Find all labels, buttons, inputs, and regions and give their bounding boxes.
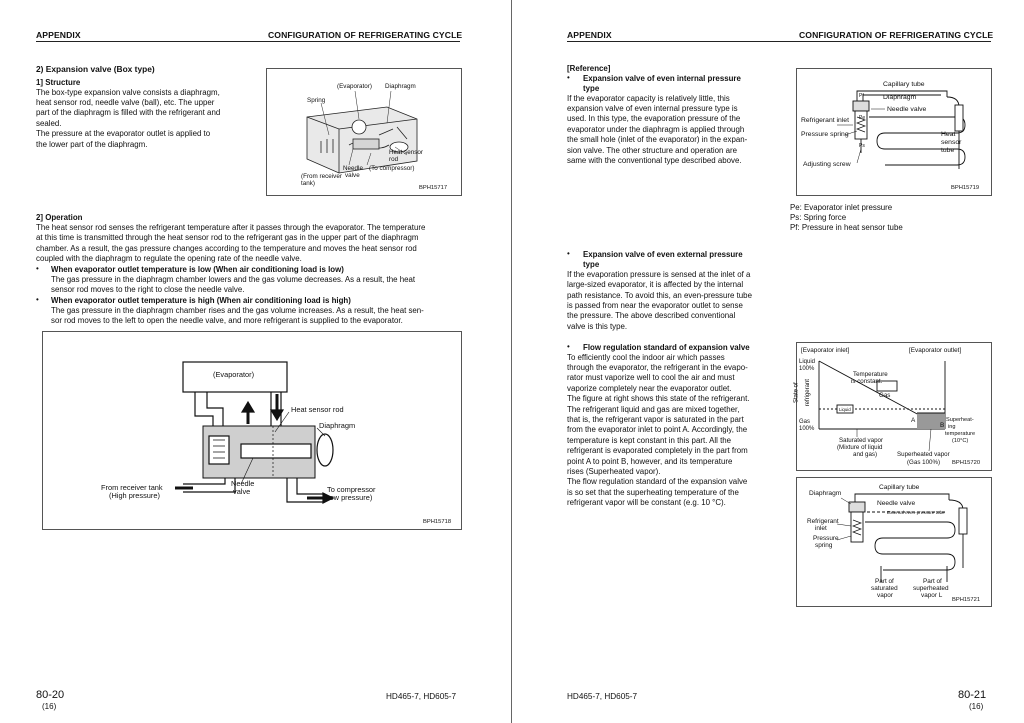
legend-pe: Pe: Evaporator inlet pressure xyxy=(790,203,893,212)
refrigerant-state-figure xyxy=(793,342,992,471)
fig2-heat-sensor-rod: Heat sensor rod xyxy=(291,405,344,414)
flow-line: The figure at right shows this state of the refrigerant. xyxy=(567,394,750,403)
bullet-dot: • xyxy=(567,342,570,351)
flow-line: temperature is kept constant in this part. All the xyxy=(567,436,732,445)
bullet-low-title: When evaporator outlet temperature is low (When air conditioning load is low) xyxy=(51,265,344,274)
internal-line: evaporator under the diaphragm is applied through xyxy=(567,125,745,134)
fig5-diaphragm: Diaphragm xyxy=(809,490,842,497)
external-title: Expansion valve of even external pressure xyxy=(583,250,743,259)
structure-line: The box-type expansion valve consists a diaphragm, xyxy=(36,88,220,97)
flow-line: rator must vaporize well to cool the air and must xyxy=(567,373,735,382)
fig2-high-pressure: (High pressure) xyxy=(109,491,160,500)
bullet-dot: • xyxy=(36,295,39,304)
flow-line: The flow regulation standard of the expansion valve xyxy=(567,477,748,486)
reference-label: [Reference] xyxy=(567,64,611,73)
fig1-label: (From receiver xyxy=(301,173,342,180)
fig1-label: rod xyxy=(389,156,399,163)
bullet-dot: • xyxy=(567,249,570,258)
flow-title: Flow regulation standard of expansion valve xyxy=(583,343,750,352)
header-appendix: APPENDIX xyxy=(36,30,81,40)
internal-line: used. In this type, the evaporation pressure of the xyxy=(567,114,741,123)
fig5-superheated-3: vapor L xyxy=(921,592,943,599)
fig3-pf: Pf xyxy=(859,93,864,99)
fig4-superheat-3: temperature xyxy=(945,431,976,437)
fig5-inlet-2: inlet xyxy=(815,525,827,532)
structure-line: part of the diaphragm is filled with the refrigerant and xyxy=(36,108,221,117)
fig3-heat-2: sensor xyxy=(941,139,962,146)
structure-line: heat sensor rod, needle valve (ball), etc. The upper xyxy=(36,98,215,107)
fig3-spring: Pressure spring xyxy=(801,131,849,138)
fig5-spring-2: spring xyxy=(815,542,833,549)
fig4-liquid: Liquid xyxy=(799,359,816,365)
fig3-diaphragm: Diaphragm xyxy=(883,94,917,101)
external-line: If the evaporation pressure is sensed at the inlet of a xyxy=(567,270,751,279)
internal-line: same with the conventional type described above. xyxy=(567,156,742,165)
fig3-capillary: Capillary tube xyxy=(883,81,925,88)
legend-ps: Ps: Spring force xyxy=(790,213,847,222)
fig1-label: Spring xyxy=(307,97,326,104)
refrigerant-state-chart xyxy=(797,343,991,470)
fig1-label: valve xyxy=(345,172,360,179)
fig4-saturated-2: (Mixture of liquid xyxy=(837,444,883,451)
fig5-superheated-2: superheated xyxy=(913,585,949,592)
fig3-ps: Ps xyxy=(859,143,865,149)
fig4-point-b: B xyxy=(940,422,945,429)
bullet-high-line: sor rod moves to the left to open the needle valve, and more refrigerant is supplied to the evaporator. xyxy=(51,316,403,325)
operation-line: The heat sensor rod senses the refrigerant temperature after it passes through the evaporator. The temperature xyxy=(36,223,426,232)
flow-line: To efficiently cool the indoor air which passes xyxy=(567,353,725,362)
page-sub: (16) xyxy=(42,702,57,711)
fig5-even-tube: External even-pressure tube xyxy=(887,510,945,515)
fig4-saturated-1: Saturated vapor xyxy=(839,437,884,444)
fig3-inlet: Refrigerant inlet xyxy=(801,117,849,124)
fig4-inlet: [Evaporator inlet] xyxy=(801,347,850,354)
fig2-needle: Needle xyxy=(231,479,255,488)
bullet-high-title: When evaporator outlet temperature is high (When air conditioning load is high) xyxy=(51,296,351,305)
internal-title: Expansion valve of even internal pressure xyxy=(583,74,741,83)
fig4-liquid-small: Liquid xyxy=(839,407,851,412)
structure-line: the lower part of the diaphragm. xyxy=(36,140,148,149)
fig4-superheated-1: Superheated vapor xyxy=(897,451,950,458)
fig2-evaporator: (Evaporator) xyxy=(213,370,255,379)
fig4-gas-100: Gas xyxy=(799,419,811,425)
fig1-label: Needle xyxy=(343,165,363,172)
flow-line: that is, the refrigerant vapor is saturated in the part xyxy=(567,415,744,424)
fig5-needle: Needle valve xyxy=(877,500,916,507)
flow-line: is so set that the superheating temperature of the xyxy=(567,488,739,497)
fig1-label: tank) xyxy=(301,180,315,187)
structure-title: 1] Structure xyxy=(36,78,81,87)
fig5-saturated-1: Part of xyxy=(875,578,894,585)
bullet-low-line: sensor rod moves to the right to close the needle valve. xyxy=(51,285,245,294)
figure-id: BPH15719 xyxy=(951,185,980,191)
header-title: CONFIGURATION OF REFRIGERATING CYCLE xyxy=(268,30,463,40)
fig3-heat-1: Heat xyxy=(941,131,956,138)
internal-line: sion valve. The other structure and operation are xyxy=(567,146,738,155)
valve-operation-figure xyxy=(42,331,462,530)
figure-id: BPH15717 xyxy=(419,185,448,191)
fig4-superheat-2: ing xyxy=(948,424,956,430)
header-rule xyxy=(36,41,460,42)
internal-line: If the evaporator capacity is relatively little, this xyxy=(567,94,730,103)
flow-line: from the evaporator inlet to point A. Accordingly, the xyxy=(567,425,748,434)
fig2-low-pressure: (Low pressure) xyxy=(323,493,373,502)
model-name: HD465-7, HD605-7 xyxy=(386,692,457,701)
external-line: large-sized evaporator, it is affected by the internal xyxy=(567,280,744,289)
flow-line: refrigerant vapor will be constant (e.g. 10 °C). xyxy=(567,498,726,507)
fig3-needle: Needle valve xyxy=(887,106,927,113)
fig4-outlet: [Evaporator outlet] xyxy=(909,347,962,354)
fig3-heat-3: tube xyxy=(941,147,955,154)
page-number: 80-20 xyxy=(36,689,65,701)
external-line: path resistance. To avoid this, an even-pressure tube xyxy=(567,291,752,300)
fig4-superheated-2: (Gas 100%) xyxy=(907,459,941,466)
fig4-100b: 100% xyxy=(799,426,815,432)
external-line: is passed from near the evaporator outlet to sense xyxy=(567,301,743,310)
flow-line: The refrigerant liquid and gas are mixed together, xyxy=(567,405,740,414)
section-title: 2) Expansion valve (Box type) xyxy=(36,64,155,74)
fig4-temp-2: is constant. xyxy=(851,378,883,385)
page-sub: (16) xyxy=(969,702,984,711)
right-page xyxy=(513,0,1024,723)
internal-title-2: type xyxy=(583,84,600,93)
operation-line: chamber. As a result, the gas pressure changes according to the temperature and moves the heat sensor rod xyxy=(36,244,417,253)
model-name: HD465-7, HD605-7 xyxy=(567,692,638,701)
fig4-state: State of xyxy=(793,382,800,404)
internal-line: expansion valve of even internal pressure type is xyxy=(567,104,738,113)
operation-line: at this time is transmitted through the heat sensor rod to the refrigerant gas in the upper part of the diaphragm xyxy=(36,233,419,242)
fig2-to-compressor: To compressor xyxy=(327,485,376,494)
fig1-label: (To compressor) xyxy=(369,165,415,172)
valve-operation-diagram xyxy=(43,332,461,529)
bullet-high-line: The gas pressure in the diaphragm chamber rises and the gas volume increases. As a result, the heat sen- xyxy=(51,306,424,315)
fig4-point-a: A xyxy=(911,417,916,424)
fig4-refrigerant: refrigerant xyxy=(804,379,811,407)
fig4-100: 100% xyxy=(799,366,815,372)
fig5-superheated-1: Part of xyxy=(923,578,942,585)
flow-line: point A to point B, however, and its temperature xyxy=(567,457,733,466)
fig4-superheat-1: Superheat- xyxy=(946,417,974,423)
fig1-label: (Evaporator) xyxy=(337,83,372,90)
external-pressure-figure xyxy=(796,477,992,607)
figure-id: BPH15721 xyxy=(952,597,981,603)
flow-line: rises (Superheated vapor). xyxy=(567,467,661,476)
fig3-pe: Pe xyxy=(859,115,866,121)
fig2-from-receiver: From receiver tank xyxy=(101,483,163,492)
bullet-low-line: The gas pressure in the diaphragm chamber lowers and the gas volume decreases. As a result, the heat xyxy=(51,275,416,284)
fig4-superheat-4: (10°C) xyxy=(952,438,969,444)
internal-line: the small hole (inlet of the evaporator) in the expan- xyxy=(567,135,748,144)
fig5-saturated-2: saturated xyxy=(871,585,898,592)
fig4-gas: Gas xyxy=(879,392,891,399)
legend-pf: Pf: Pressure in heat sensor tube xyxy=(790,223,903,232)
fig5-inlet-1: Refrigerant xyxy=(807,518,839,525)
flow-line: refrigerant is evaporated completely in the part from xyxy=(567,446,748,455)
fig1-label: Diaphragm xyxy=(385,83,416,90)
fig2-valve: valve xyxy=(233,487,251,496)
external-line: valve is this type. xyxy=(567,322,628,331)
header-appendix: APPENDIX xyxy=(567,30,612,40)
fig5-saturated-3: vapor xyxy=(877,592,893,599)
external-line: the pressure. The above described conventional xyxy=(567,311,736,320)
fig5-spring-1: Pressure xyxy=(813,535,839,542)
fig3-adjust: Adjusting screw xyxy=(803,161,851,168)
box-valve-figure xyxy=(266,68,462,196)
fig4-temp-1: Temperature xyxy=(853,371,888,378)
fig1-label: Heat sensor xyxy=(389,149,423,156)
internal-pressure-figure xyxy=(796,68,992,196)
page-number: 80-21 xyxy=(958,689,987,701)
flow-line: vaporize completely near the evaporator outlet. xyxy=(567,384,732,393)
bullet-dot: • xyxy=(567,73,570,82)
operation-line: coupled with the diaphragm to regulate the opening rate of the needle valve. xyxy=(36,254,302,263)
figure-id: BPH15718 xyxy=(423,519,452,525)
flow-line: through the evaporator, the refrigerant in the evapo- xyxy=(567,363,748,372)
header-rule xyxy=(567,41,991,42)
structure-line: The pressure at the evaporator outlet is applied to xyxy=(36,129,211,138)
header-title: CONFIGURATION OF REFRIGERATING CYCLE xyxy=(799,30,994,40)
page-divider xyxy=(511,0,512,723)
bullet-dot: • xyxy=(36,264,39,273)
figure-id: BPH15720 xyxy=(952,460,981,466)
external-title-2: type xyxy=(583,260,600,269)
structure-line: sealed. xyxy=(36,119,62,128)
operation-title: 2] Operation xyxy=(36,213,83,222)
fig4-saturated-3: and gas) xyxy=(853,451,878,458)
fig2-diaphragm: Diaphragm xyxy=(319,421,356,430)
fig5-capillary: Capillary tube xyxy=(879,484,920,491)
